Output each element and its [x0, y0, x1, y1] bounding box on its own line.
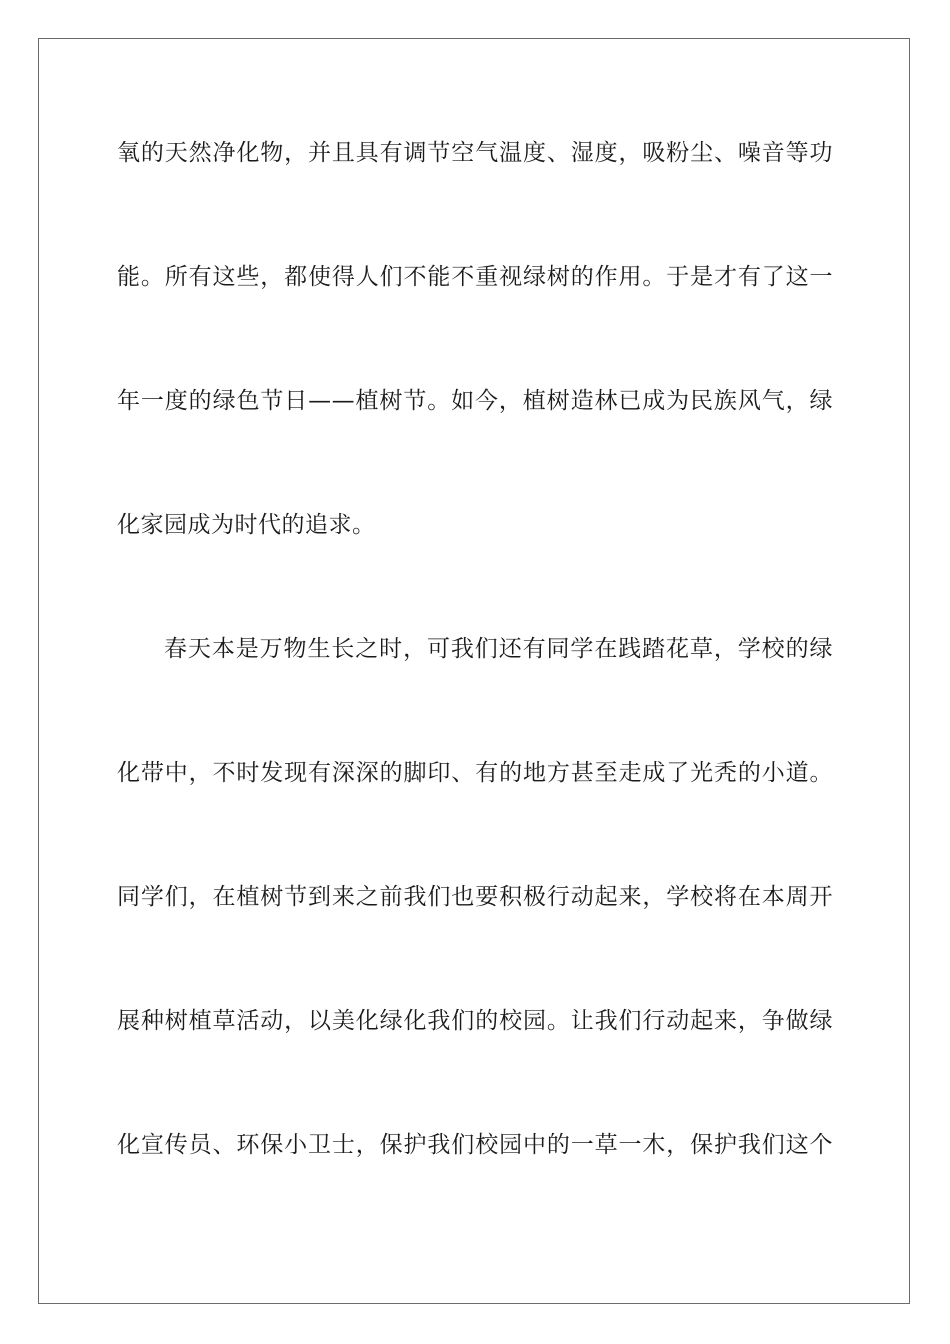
text-line-7: 同学们，在植树节到来之前我们也要积极行动起来，学校将在本周开	[117, 884, 833, 910]
text-line-6: 化带中，不时发现有深深的脚印、有的地方甚至走成了光秃的小道。	[117, 760, 833, 786]
text-line-4: 化家园成为时代的追求。	[117, 512, 376, 538]
text-line-1: 氧的天然净化物，并且具有调节空气温度、湿度，吸粉尘、噪音等功	[117, 140, 833, 166]
page-border	[38, 38, 910, 1304]
text-line-2: 能。所有这些，都使得人们不能不重视绿树的作用。于是才有了这一	[117, 264, 833, 290]
text-line-9: 化宣传员、环保小卫士，保护我们校园中的一草一木，保护我们这个	[117, 1132, 833, 1158]
text-line-3: 年一度的绿色节日——植树节。如今，植树造林已成为民族风气，绿	[117, 388, 833, 414]
text-line-5: 春天本是万物生长之时，可我们还有同学在践踏花草，学校的绿	[164, 636, 833, 662]
text-line-8: 展种树植草活动，以美化绿化我们的校园。让我们行动起来，争做绿	[117, 1008, 833, 1034]
